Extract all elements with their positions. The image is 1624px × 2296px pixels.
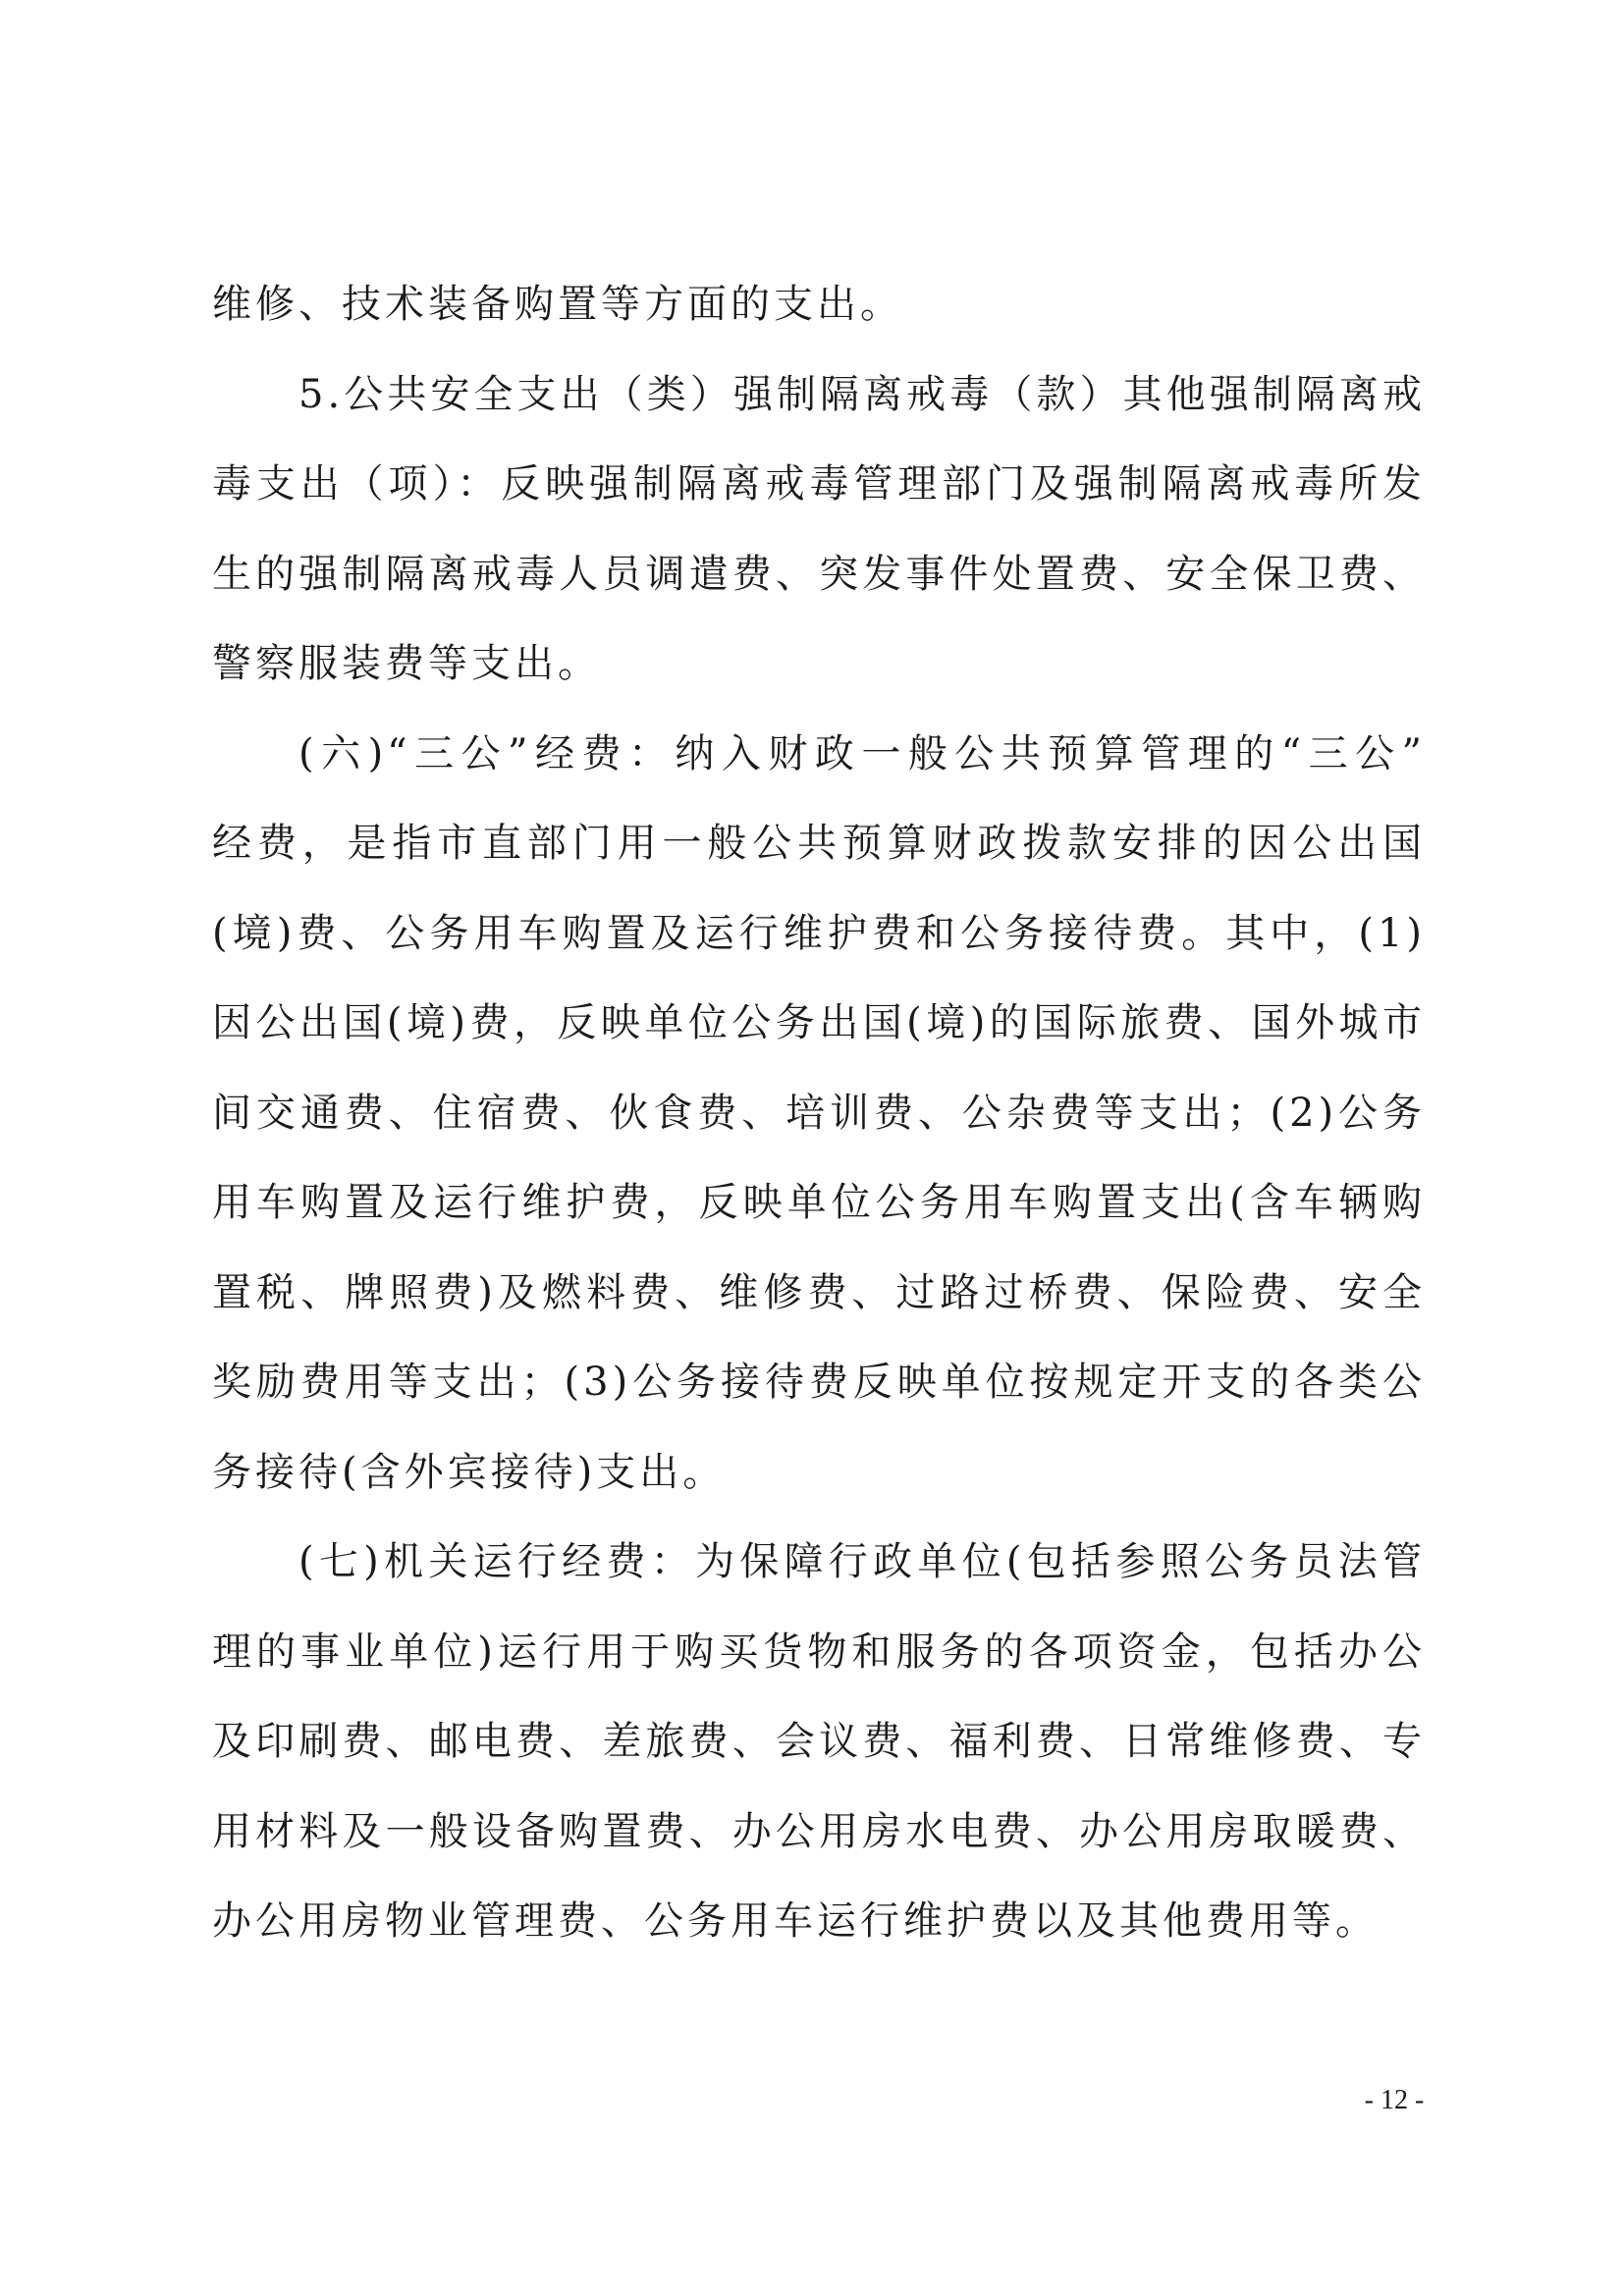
text-line: 警察服装费等支出。 (212, 641, 601, 686)
text-line: (六)“三公”经费：纳入财政一般公共预算管理的“三公” (298, 730, 1426, 776)
text-line: 用材料及一般设备购置费、办公用房水电费、办公用房取暖费、 (212, 1808, 1426, 1854)
text-line: 因公出国(境)费，反映单位公务出国(境)的国际旅费、国外城市 (212, 1000, 1426, 1045)
text-line: 间交通费、住宿费、伙食费、培训费、公杂费等支出；(2)公务 (212, 1090, 1426, 1136)
text-line: 置税、牌照费)及燃料费、维修费、过路过桥费、保险费、安全 (212, 1269, 1426, 1315)
document-body (212, 260, 1426, 1967)
text-line: 生的强制隔离戒毒人员调遣费、突发事件处置费、安全保卫费、 (212, 551, 1426, 597)
page-number: - 12 - (1364, 2085, 1425, 2115)
text-line: 毒支出（项）：反映强制隔离戒毒管理部门及强制隔离戒毒所发 (212, 461, 1426, 507)
text-line: 奖励费用等支出；(3)公务接待费反映单位按规定开支的各类公 (212, 1360, 1426, 1405)
text-line: 维修、技术装备购置等方面的支出。 (212, 282, 903, 327)
text-line: 5.公共安全支出（类）强制隔离戒毒（款）其他强制隔离戒 (298, 371, 1426, 417)
text-line: 及印刷费、邮电费、差旅费、会议费、福利费、日常维修费、专 (212, 1719, 1426, 1764)
text-line: 理的事业单位)运行用于购买货物和服务的各项资金，包括办公 (212, 1629, 1426, 1675)
text-line: (七)机关运行经费：为保障行政单位(包括参照公务员法管 (298, 1539, 1426, 1584)
text-line: 务接待(含外宾接待)支出。 (212, 1449, 727, 1495)
text-line: 经费，是指市直部门用一般公共预算财政拨款安排的因公出国 (212, 821, 1426, 866)
text-line: 办公用房物业管理费、公务用车运行维护费以及其他费用等。 (212, 1898, 1379, 1944)
text-line: 用车购置及运行维护费，反映单位公务用车购置支出(含车辆购 (212, 1180, 1426, 1225)
text-line: (境)费、公务用车购置及运行维护费和公务接待费。其中，(1) (212, 910, 1426, 956)
